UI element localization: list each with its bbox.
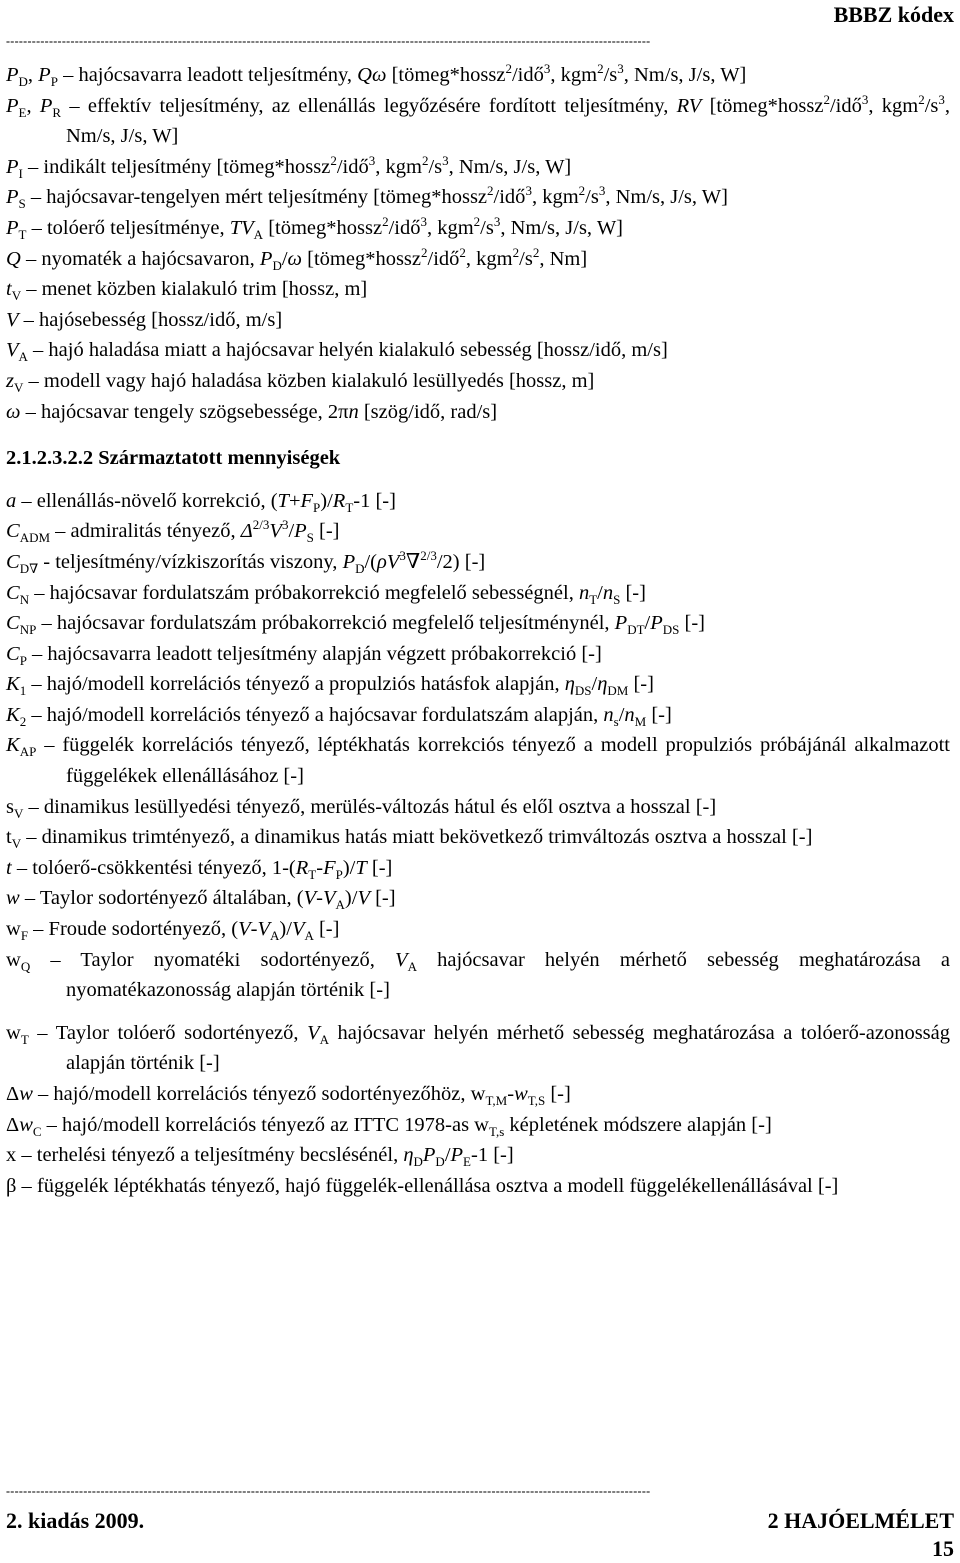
symbol-definition: $P_S$ – hajócsavar-tengelyen mért teljesítmény [tömeg*hossz$^2$/idő$^3$, $kgm^2/s^3$, Nm/s, J/s, W] bbox=[6, 183, 728, 212]
symbol-definition: $t_V$ – dinamikus trimtényező, a dinamikus hatás miatt bekövetkező trimváltozás osztva a hosszal [-] bbox=[6, 826, 813, 852]
section-heading: 2.1.2.3.2.2 Származtatott mennyiségek bbox=[6, 447, 341, 470]
symbol-definition: $t_V$ – menet közben kialakuló trim [hossz, m] bbox=[6, 278, 368, 304]
symbol-definition: $w_Q$ – Taylor nyomatéki sodortényező, $V_A$ hajócsavar helyén mérhető sebesség meghatározása a nyomatékazonosság alapján történik [-] bbox=[6, 948, 950, 1002]
symbol-definition: $C_{D\nabla}$ - teljesítmény/vízkiszorítás viszony, $P_D/(\rho V^3\nabla^{2/3}/2)$ [-] bbox=[6, 548, 486, 576]
symbol-definition: $C_{NP}$ – hajócsavar fordulatszám próbakorrekció megfelelő teljesítménynél, $P_{DT}/P_{DS}$ [-] bbox=[6, 612, 705, 638]
symbol-definition: $P_I$ – indikált teljesítmény [tömeg*hossz$^2$/idő$^3$, $kgm^2/s^3$, Nm/s, J/s, W] bbox=[6, 152, 572, 181]
symbol-list-primary bbox=[6, 60, 950, 427]
symbol-definition: $K_{AP}$ – függelék korrelációs tényező, léptékhatás korrekciós tényező a modell propulziós próbájánál alkalmazott függelékek ellenállásához [-] bbox=[6, 734, 950, 788]
symbol-definition: $P_T$ – tolóerő teljesítménye, $TV_A$ [tömeg*hossz$^2$/idő$^3$, $kgm^2/s^3$, Nm/s, J/s, W] bbox=[6, 214, 623, 243]
symbol-definition: a – ellenállás-növelő korrekció, $(T+F_P)/R_T-1$ [-] bbox=[6, 489, 396, 515]
symbol-definition: $K_1$ – hajó/modell korrelációs tényező a propulziós hatásfok alapján, $\eta_{DS}/\eta_{DM}$ [-] bbox=[6, 673, 654, 699]
symbol-definition: $P_E$, $P_R$ – effektív teljesítmény, az ellenállás legyőzésére fordított teljesítmény, RV [tömeg*hossz$^2$/idő$^3$, $kgm^2/s^3$, Nm/s, J/s, W] bbox=[6, 91, 950, 148]
footer-chapter: 2 HAJÓELMÉLET bbox=[767, 1508, 954, 1533]
symbol-definition: β – függelék léptékhatás tényező, hajó függelék-ellenállása osztva a modell függelékellenállásával [-] bbox=[6, 1174, 839, 1197]
symbol-definition: x – terhelési tényező a teljesítmény becslésénél, $\eta_DP_D/P_E-1$ [-] bbox=[6, 1144, 514, 1170]
symbol-definition: $C_P$ – hajócsavarra leadott teljesítmény alapján végzett próbakorrekció [-] bbox=[6, 642, 602, 668]
symbol-definition: $V_A$ – hajó haladása miatt a hajócsavar helyén kialakuló sebesség [hossz/idő, m/s] bbox=[6, 339, 668, 365]
footer-divider: ------------------------------------------------------------------------------------------------------------------------------------------------------ bbox=[6, 1484, 651, 1498]
symbol-list-derived bbox=[6, 486, 950, 1006]
symbol-definition: t – tolóerő-csökkentési tényező, $1-(R_T-F_P)/T$ [-] bbox=[6, 856, 393, 882]
symbol-definition: $w_F$ – Froude sodortényező, $(V-V_A)/V_A$ [-] bbox=[6, 918, 340, 944]
symbol-definition: $z_V$ – modell vagy hajó haladása közben kialakuló lesüllyedés [hossz, m] bbox=[6, 369, 595, 396]
symbol-definition: $w_T$ – Taylor tolóerő sodortényező, $V_A$ hajócsavar helyén mérhető sebesség meghatározása a tolóerő-azonosság alapján történik [-] bbox=[6, 1021, 950, 1075]
symbol-definition: Δw – hajó/modell korrelációs tényező sodortényezőhöz, $w_{T,M}-w_{T,S}$ [-] bbox=[6, 1083, 571, 1109]
symbol-list-derived-continued bbox=[6, 1018, 950, 1202]
symbol-definition: Q – nyomaték a hajócsavaron, $P_D/\omega$ [tömeg*hossz$^2$/idő$^2$, $kgm^2/s^2$, Nm] bbox=[6, 244, 588, 273]
symbol-definition: $C_N$ – hajócsavar fordulatszám próbakorrekció megfelelő sebességnél, $n_T/n_S$ [-] bbox=[6, 581, 646, 607]
symbol-definition: ω – hajócsavar tengely szögsebessége, 2πn [szög/idő, rad/s] bbox=[6, 400, 498, 423]
footer-edition: 2. kiadás 2009. bbox=[6, 1508, 145, 1533]
symbol-definition: $\Delta w_C$ – hajó/modell korrelációs tényező az ITTC 1978-as $w_{T,s}$ képletének módszere alapján [-] bbox=[6, 1113, 772, 1139]
header-title: BBBZ kódex bbox=[833, 2, 954, 27]
document-body bbox=[6, 60, 950, 1201]
symbol-definition: $P_D$, $P_P$ – hajócsavarra leadott teljesítmény, Qω [tömeg*hossz$^2$/idő$^3$, $kgm^2/s^3$, Nm/s, J/s, W] bbox=[6, 61, 747, 90]
header-divider: ------------------------------------------------------------------------------------------------------------------------------------------------------ bbox=[6, 34, 651, 48]
symbol-definition: w – Taylor sodortényező általában, $(V-V_A)/V$ [-] bbox=[6, 887, 396, 913]
page-number: 15 bbox=[932, 1536, 954, 1561]
symbol-definition: $C_{ADM}$ – admiralitás tényező, $\Delta^{2/3}V^3/P_S$ [-] bbox=[6, 517, 340, 546]
symbol-definition: $K_2$ – hajó/modell korrelációs tényező a hajócsavar fordulatszám alapján, $n_s/n_M$ [-] bbox=[6, 703, 672, 729]
symbol-definition: V – hajósebesség [hossz/idő, m/s] bbox=[6, 308, 283, 331]
symbol-definition: $s_V$ – dinamikus lesüllyedési tényező, merülés-változás hátul és elől osztva a hosszal [-] bbox=[6, 795, 717, 821]
